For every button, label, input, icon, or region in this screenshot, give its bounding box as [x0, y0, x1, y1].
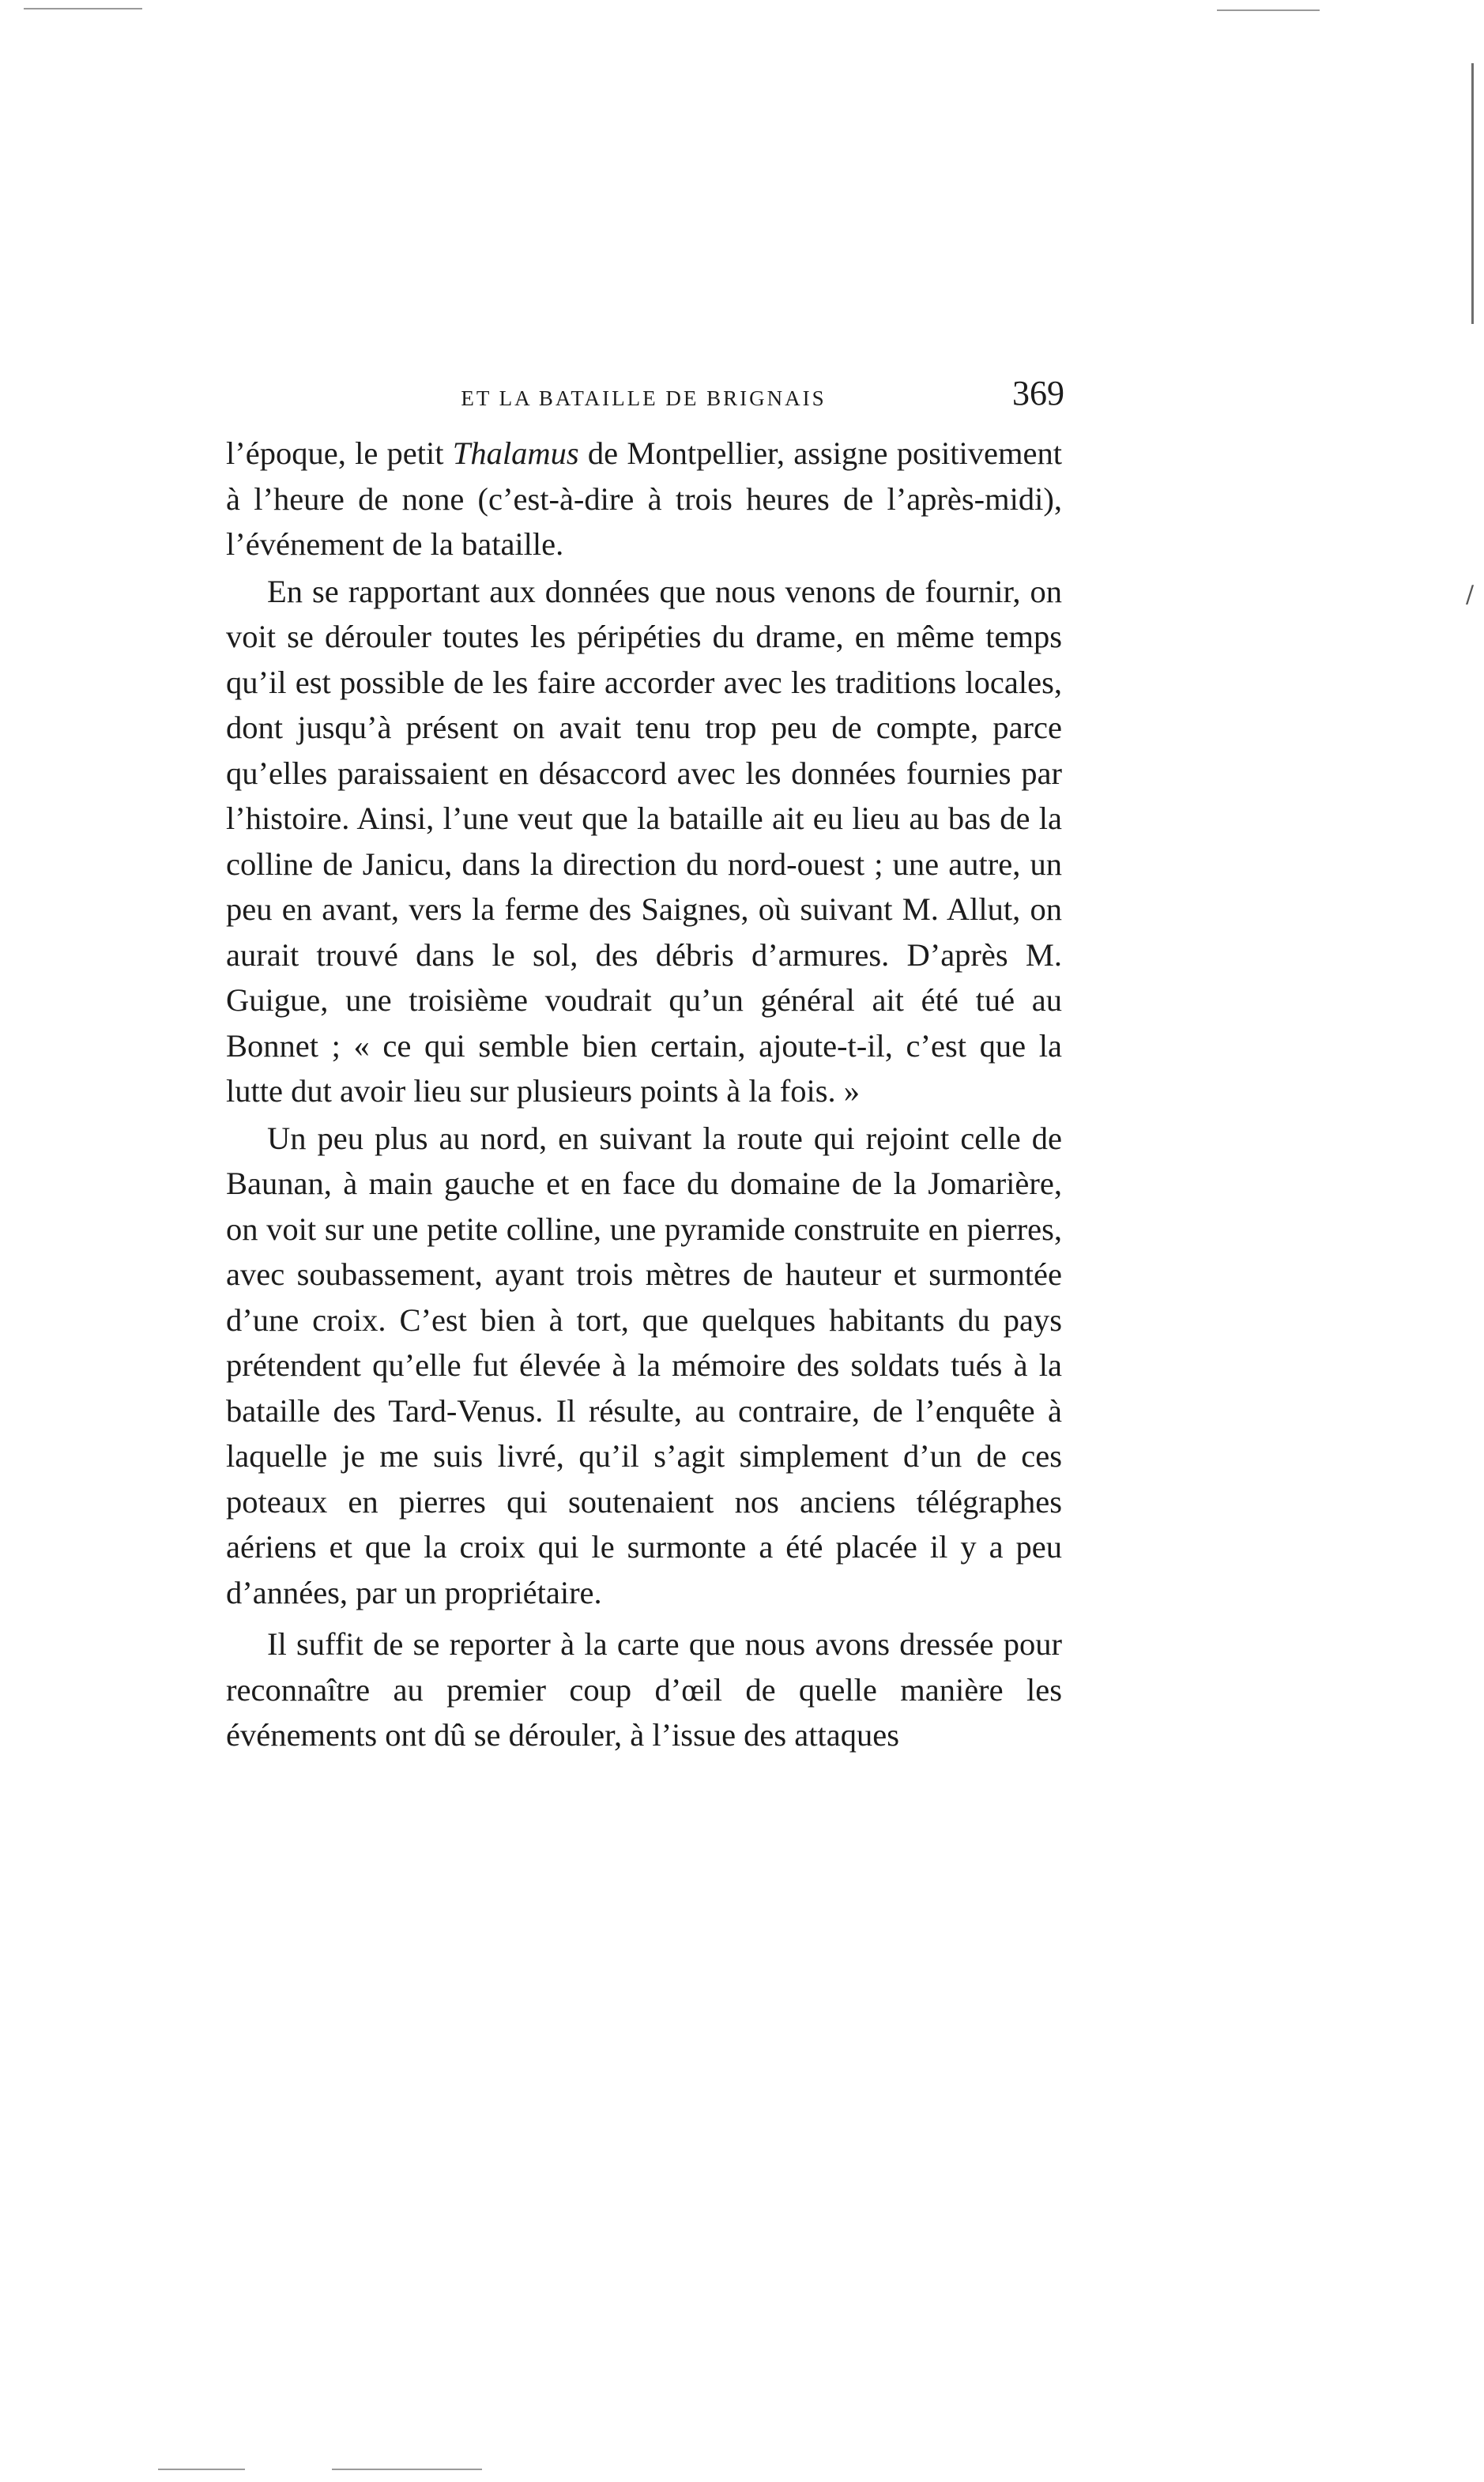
scan-mark-top-right: [1217, 9, 1320, 11]
body-text: [226, 431, 1062, 1758]
paragraph-1-start: l’époque, le petit: [226, 435, 453, 471]
margin-mark: /: [1466, 581, 1475, 608]
scan-mark-top-left: [24, 8, 142, 9]
scan-edge-line-right: [1471, 63, 1474, 324]
page-header: [223, 370, 1064, 425]
scan-mark-bottom-left: [158, 2469, 245, 2470]
paragraph-1-rest: de Montpellier, assigne positivement à l’heure de none (c’est-à-dire à trois heures de l’après-midi), l’événement de la bataille.: [226, 435, 1062, 562]
paragraph-2: En se rapportant aux données que nous venons de fournir, on voit se dérouler toutes les péripéties du drame, en même temps qu’il est possible de les faire accorder avec les traditions locales, dont jusqu’à présent on avait tenu trop peu de compte, parce qu’elles paraissaient en désaccord avec les données fournies par l’histoire. Ainsi, l’une veut que la bataille ait eu lieu au bas de la colline de Janicu, dans la direction du nord-ouest ; une autre, un peu en avant, vers la ferme des Saignes, où suivant M. Allut, on aurait trouvé dans le sol, des débris d’armures. D’après M. Guigue, une troisième voudrait qu’un général ait été tué au Bonnet ; « ce qui semble bien certain, ajoute-t-il, c’est que la lutte dut avoir lieu sur plusieurs points à la fois. »: [226, 573, 1062, 1109]
paragraph-4: Il suffit de se reporter à la carte que nous avons dressée pour reconnaître au premier coup d’œil de quelle manière les événements ont dû se dérouler, à l’issue des attaques: [226, 1626, 1062, 1753]
running-title: ET LA BATAILLE DE BRIGNAIS: [461, 386, 827, 410]
page-number: 369: [1012, 374, 1064, 412]
italic-title-thalamus: Thalamus: [452, 435, 579, 471]
paragraph-3: Un peu plus au nord, en suivant la route qui rejoint celle de Baunan, à main gauche et en face du domaine de la Jomarière, on voit sur une petite colline, une pyramide construite en pierres, avec soubassement, ayant trois mètres de hauteur et surmontée d’une croix. C’est bien à tort, que quelques habitants du pays prétendent qu’elle fut élevée à la mémoire des soldats tués à la bataille des Tard-Venus. Il résulte, au contraire, de l’enquête à laquelle je me suis livré, qu’il s’agit simplement d’un de ces poteaux en pierres qui soutenaient nos anciens télégraphes aériens et que la croix qui le surmonte a été placée il y a peu d’années, par un propriétaire.: [226, 1120, 1062, 1610]
paragraph-1: [226, 431, 1062, 567]
scan-mark-bottom-right: [332, 2469, 482, 2470]
